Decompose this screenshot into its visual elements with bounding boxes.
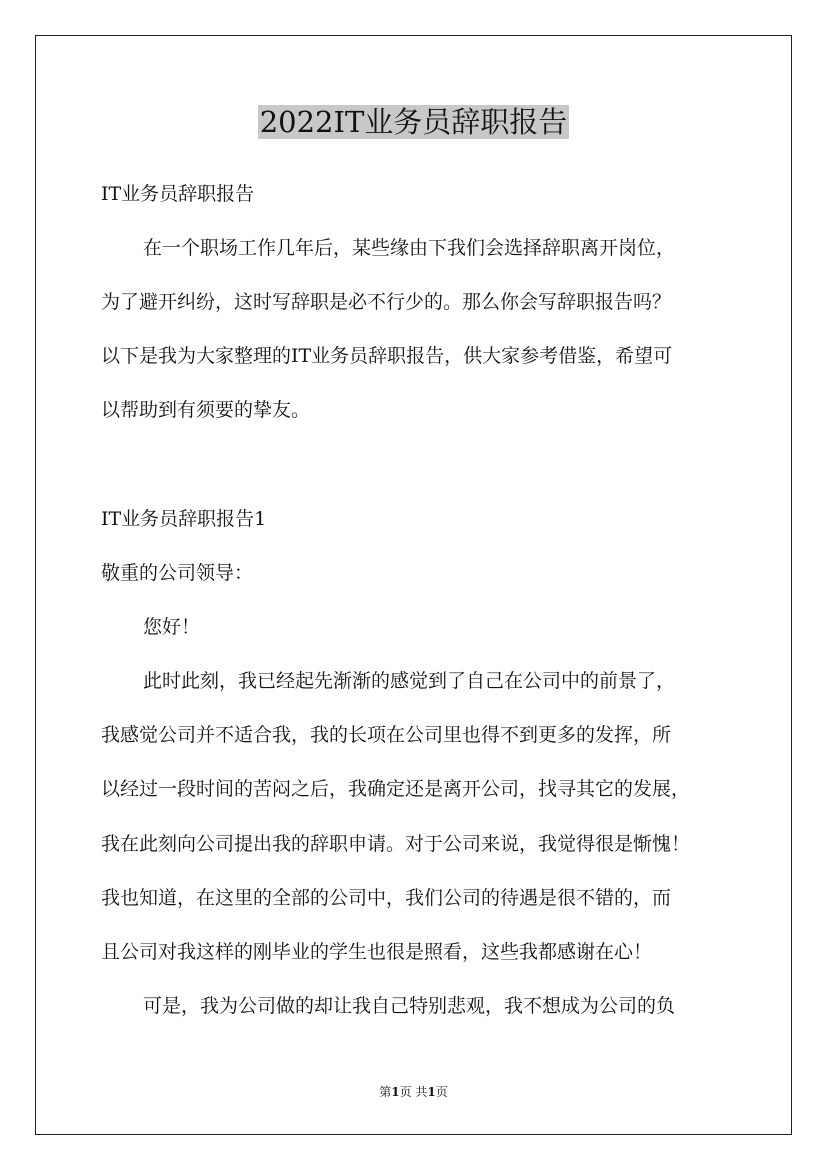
body-line-7: 可是，我为公司做的却让我自己特别悲观，我不想成为公司的负 <box>143 995 676 1017</box>
footer-page-total: 1 <box>427 1085 436 1099</box>
page-footer <box>0 1084 827 1100</box>
footer-mid: 页 共 <box>399 1085 428 1099</box>
salutation: 敬重的公司领导： <box>101 562 254 584</box>
body-line-1: 此时此刻，我已经起先渐渐的感觉到了自己在公司中的前景了， <box>143 670 676 692</box>
footer-prefix: 第 <box>379 1085 392 1099</box>
body-line-6: 且公司对我这样的刚毕业的学生也很是照看，这些我都感谢在心！ <box>101 941 653 963</box>
document-title-text: 2022IT业务员辞职报告 <box>259 105 568 139</box>
greeting: 您好！ <box>143 616 201 638</box>
body-line-3: 以经过一段时间的苦闷之后，我确定还是离开公司，找寻其它的发展， <box>101 778 691 800</box>
subtitle-line: IT业务员辞职报告 <box>101 183 255 205</box>
intro-line-3: 以下是我为大家整理的IT业务员辞职报告，供大家参考借鉴，希望可 <box>101 345 673 367</box>
footer-page-current: 1 <box>391 1085 400 1099</box>
intro-line-4: 以帮助到有须要的挚友。 <box>101 399 311 421</box>
section-heading: IT业务员辞职报告1 <box>101 508 267 530</box>
intro-line-1: 在一个职场工作几年后，某些缘由下我们会选择辞职离开岗位， <box>143 237 676 259</box>
body-line-4: 我在此刻向公司提出我的辞职申请。对于公司来说，我觉得很是惭愧！ <box>101 833 691 855</box>
body-line-5: 我也知道，在这里的全部的公司中，我们公司的待遇是很不错的，而 <box>101 887 672 909</box>
body-line-2: 我感觉公司并不适合我，我的长项在公司里也得不到更多的发挥，所 <box>101 724 672 746</box>
document-title <box>0 100 827 144</box>
intro-line-2: 为了避开纠纷，这时写辞职是必不行少的。那么你会写辞职报告吗？ <box>101 291 672 313</box>
footer-suffix: 页 <box>435 1085 448 1099</box>
